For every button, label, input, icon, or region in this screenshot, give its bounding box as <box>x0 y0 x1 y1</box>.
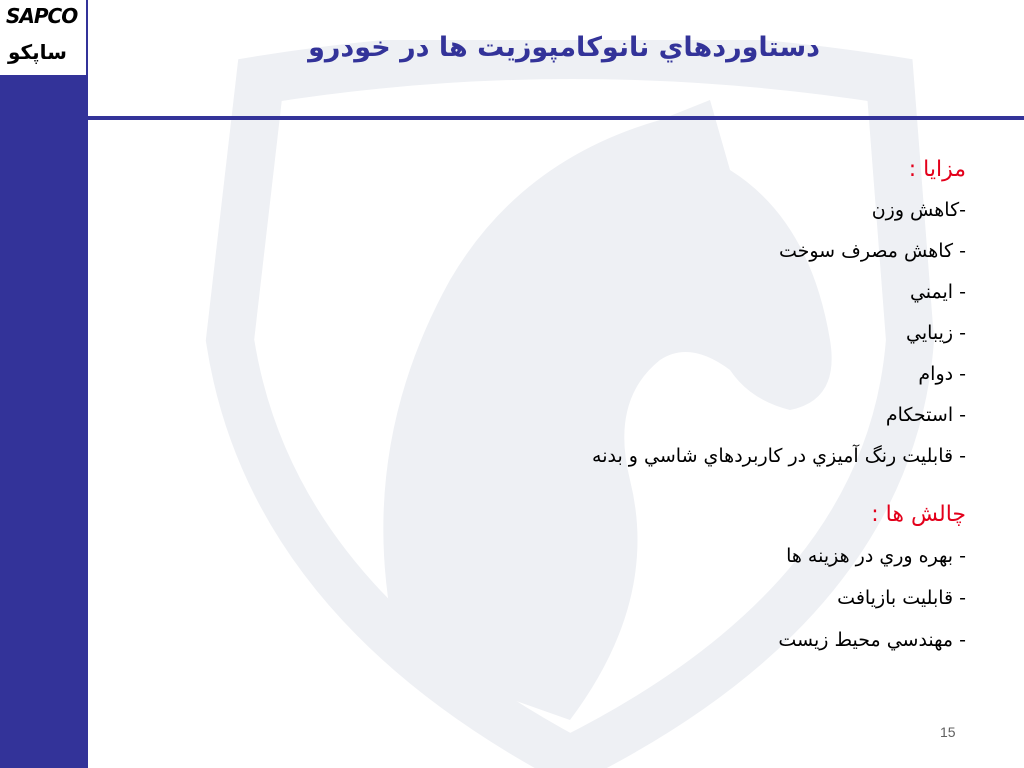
sapco-logo <box>0 0 88 77</box>
advantage-item: - كاهش مصرف سوخت <box>778 240 966 262</box>
advantage-item: - ايمني <box>909 281 966 303</box>
slide-content <box>366 150 966 661</box>
logo-latin-text: SAPCO <box>6 4 78 28</box>
advantage-item: - زيبايي <box>905 322 966 344</box>
challenge-item: - مهندسي محيط زيست <box>778 629 966 651</box>
advantage-item: -كاهش وزن <box>871 199 966 221</box>
advantage-item: - قابليت رنگ آميزي در كاربردهاي شاسي و بدنه <box>592 445 966 467</box>
logo-persian-text: ساپکو <box>8 40 67 64</box>
advantages-heading: مزايا : <box>908 157 966 182</box>
challenge-item: - بهره وري در هزينه ها <box>786 545 966 567</box>
title-divider <box>88 116 1024 120</box>
challenge-item: - قابليت بازيافت <box>837 587 966 609</box>
advantage-item: - دوام <box>918 363 966 385</box>
advantage-item: - استحكام <box>885 404 966 426</box>
section-spacer <box>366 477 966 495</box>
page-number: 15 <box>940 724 956 740</box>
left-sidebar-bar <box>0 0 88 768</box>
slide-title: دستاوردهاي نانوكامپوزيت ها در خودرو <box>308 32 820 63</box>
challenges-heading: چالش ها : <box>871 502 966 527</box>
